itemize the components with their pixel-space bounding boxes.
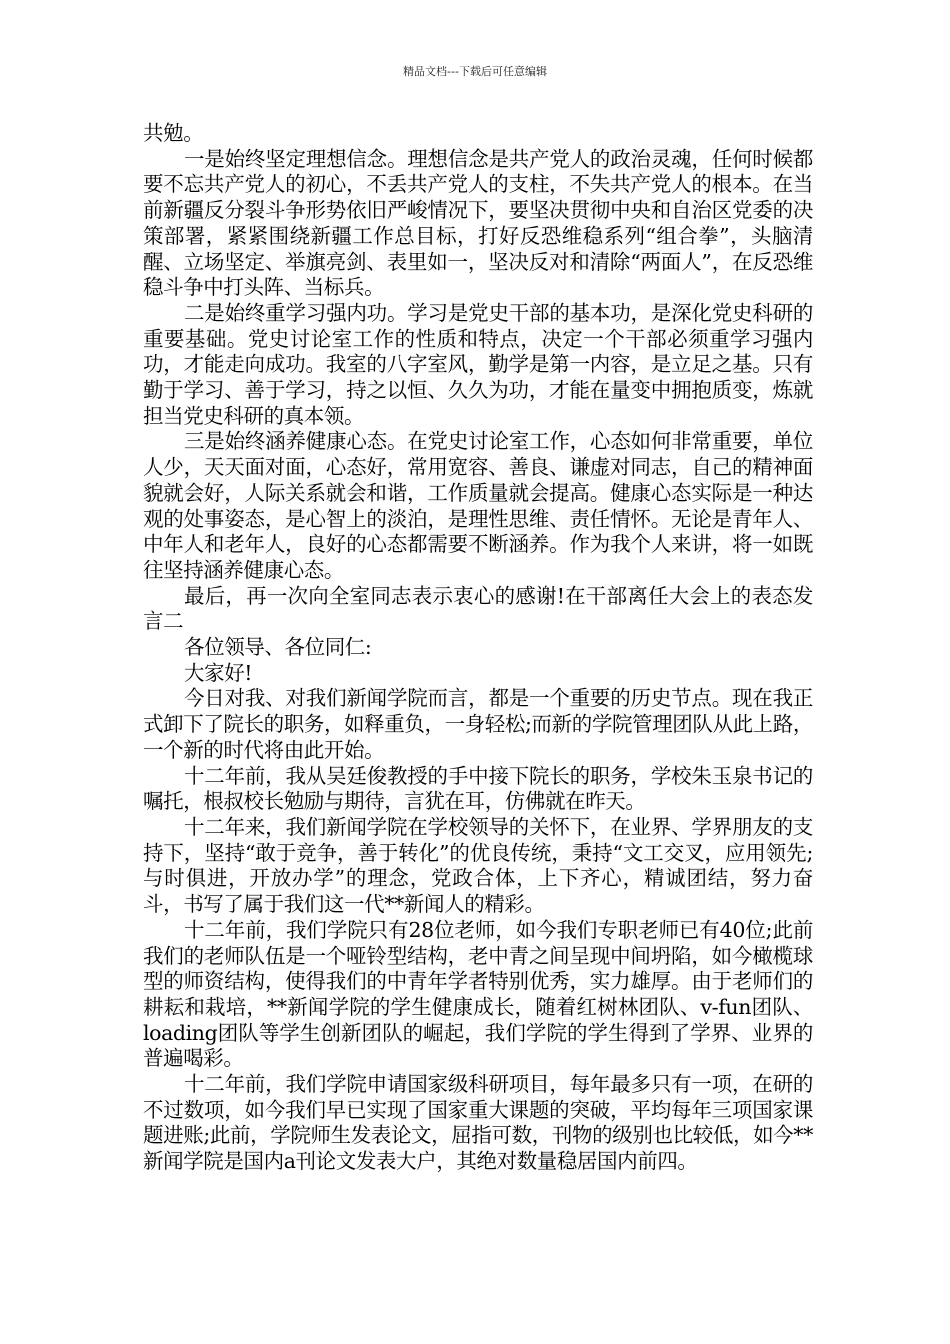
paragraph: 十二年前，我从吴廷俊教授的手中接下院长的职务，学校朱玉泉书记的嘱托，根叔校长勉励与期待，言犹在耳，仿佛就在昨天。	[143, 763, 813, 814]
salutation: 各位领导、各位同仁:	[184, 635, 372, 660]
paragraph: 十二年前，我们学院只有28位老师，如今我们专职老师已有40位;此前我们的老师队伍是一个哑铃型结构，老中青之间呈现中间坍陷，如今橄榄球型的师资结构，使得我们的中青年学者特别优秀，实力雄厚。由于老师们的耕耘和栽培，**新闻学院的学生健康成长，随着红树林团队、v-fun团队、loading团队等学生创新团队的崛起，我们学院的学生得到了学界、业界的普遍喝彩。	[143, 917, 813, 1071]
paragraph: 十二年前，我们学院申请国家级科研项目，每年最多只有一项，在研的不过数项，如今我们早已实现了国家重大课题的突破，平均每年三项国家课题进账;此前，学院师生发表论文，屈指可数，刊物的级别也比较低，如今**新闻学院是国内a刊论文发表大户，其绝对数量稳居国内前四。	[143, 1072, 813, 1174]
page-header: 精品文档---下载后可任意编辑	[403, 65, 547, 78]
paragraph: 最后，再一次向全室同志表示衷心的感谢!在干部离任大会上的表态发言二	[143, 583, 813, 634]
greeting: 大家好!	[184, 660, 253, 685]
paragraph: 共勉。	[143, 121, 204, 145]
paragraph: 三是始终涵养健康心态。在党史讨论室工作，心态如何非常重要，单位人少，天天面对面，心态好，常用宽容、善良、谦虚对同志，自己的精神面貌就会好，人际关系就会和谐，工作质量就会提高。健康心态实际是一种达观的处事姿态，是心智上的淡泊，是理性思维、责任情怀。无论是青年人、中年人和老年人，良好的心态都需要不断涵养。作为我个人来讲，将一如既往坚持涵养健康心态。	[143, 429, 813, 582]
paragraph: 今日对我、对我们新闻学院而言，都是一个重要的历史节点。现在我正式卸下了院长的职务，如释重负，一身轻松;而新的学院管理团队从此上路，一个新的时代将由此开始。	[143, 686, 813, 762]
paragraph: 一是始终坚定理想信念。理想信念是共产党人的政治灵魂，任何时候都要不忘共产党人的初心，不丢共产党人的支柱，不失共产党人的根本。在当前新疆反分裂斗争形势依旧严峻情况下，要坚决贯彻中央和自治区党委的决策部署，紧紧围绕新疆工作总目标，打好反恐维稳系列“组合拳”，头脑清醒、立场坚定、举旗亮剑、表里如一，坚决反对和清除“两面人”，在反恐维稳斗争中打头阵、当标兵。	[143, 146, 813, 300]
document-body	[143, 121, 813, 1175]
paragraph: 十二年来，我们新闻学院在学校领导的关怀下，在业界、学界朋友的支持下，坚持“敢于竞争，善于转化”的优良传统，秉持“文工交叉，应用领先;与时俱进，开放办学”的理念，党政合体，上下齐心，精诚团结，努力奋斗，书写了属于我们这一代**新闻人的精彩。	[143, 814, 813, 917]
paragraph: 二是始终重学习强内功。学习是党史干部的基本功，是深化党史科研的重要基础。党史讨论室工作的性质和特点，决定一个干部必须重学习强内功，才能走向成功。我室的八字室风，勤学是第一内容，是立足之基。只有勤于学习、善于学习，持之以恒、久久为功，才能在量变中拥抱质变，炼就担当党史科研的真本领。	[143, 300, 813, 428]
